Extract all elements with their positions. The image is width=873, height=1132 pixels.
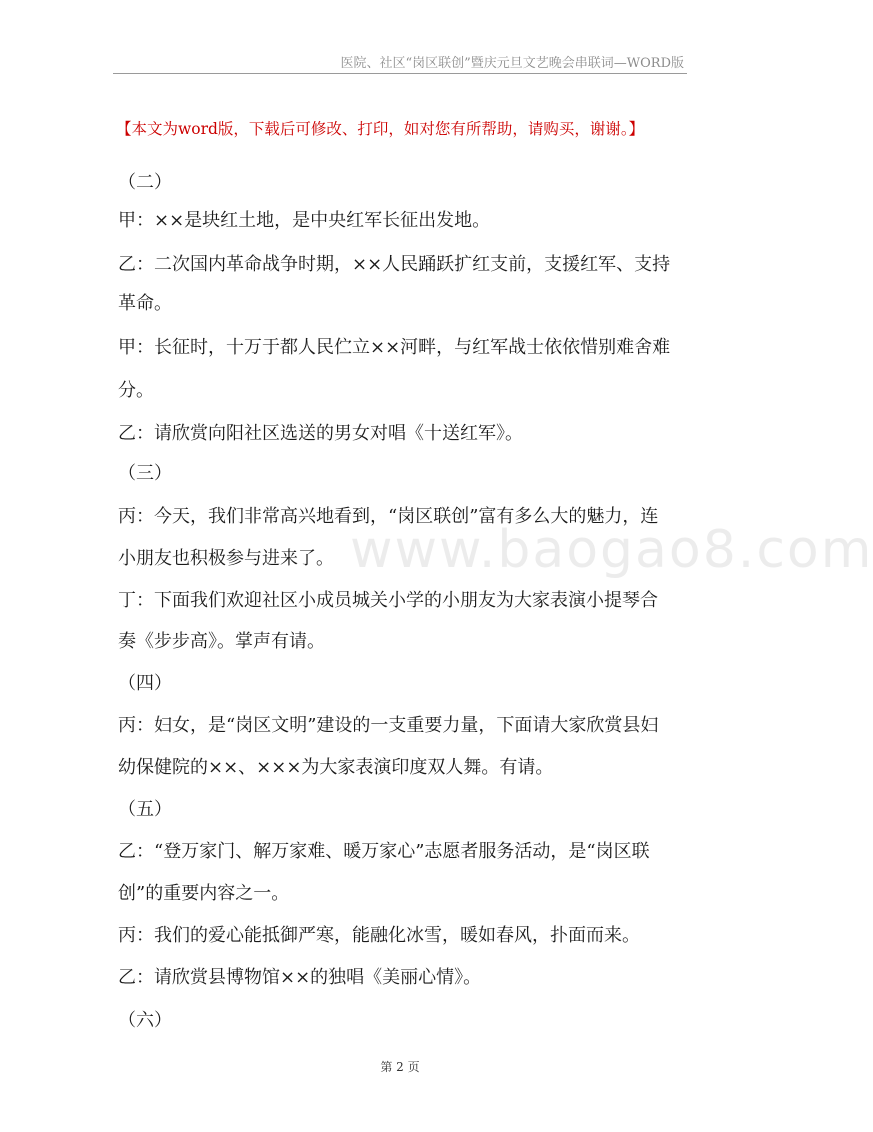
dialogue-line: 丙：妇女，是“岗区文明”建设的一支重要力量，下面请大家欣赏县妇	[118, 715, 659, 736]
section-heading-5: （五）	[118, 799, 172, 820]
dialogue-line: 丙：我们的爱心能抵御严寒，能融化冰雪，暖如春风，扑面而来。	[118, 925, 640, 946]
section-heading-3: （三）	[118, 463, 172, 484]
dialogue-line: 乙：请欣赏县博物馆××的独唱《美丽心情》。	[118, 967, 482, 988]
section-heading-6: （六）	[118, 1010, 172, 1031]
dialogue-line: 乙：“登万家门、解万家难、暖万家心”志愿者服务活动，是“岗区联	[118, 841, 650, 862]
dialogue-line-continued: 分。	[118, 380, 154, 401]
section-heading-2: （二）	[118, 172, 172, 193]
dialogue-line-continued: 革命。	[118, 293, 172, 314]
site-watermark: www.baogao8.com	[350, 520, 873, 580]
page-number: 第 2 页	[380, 1060, 420, 1074]
dialogue-line-continued: 奏《步步高》。掌声有请。	[118, 631, 325, 652]
dialogue-line: 丙：今天，我们非常高兴地看到，“岗区联创”富有多么大的魅力，连	[118, 506, 659, 527]
dialogue-line: 乙：二次国内革命战争时期，××人民踊跃扩红支前，支援红军、支持	[118, 254, 671, 275]
dialogue-line: 乙：请欣赏向阳社区选送的男女对唱《十送红军》。	[118, 423, 523, 444]
header-divider	[113, 73, 687, 74]
dialogue-line-continued: 创”的重要内容之一。	[118, 883, 290, 904]
dialogue-line: 甲：长征时，十万于都人民伫立××河畔，与红军战士依依惜别难舍难	[118, 337, 671, 358]
dialogue-line-continued: 幼保健院的××、×××为大家表演印度双人舞。有请。	[118, 757, 554, 778]
section-heading-4: （四）	[118, 673, 172, 694]
purchase-notice: 【本文为word版，下载后可修改、打印，如对您有所帮助，请购买，谢谢。】	[116, 120, 645, 138]
document-header-title: 医院、社区“岗区联创”暨庆元旦文艺晚会串联词—WORD版	[340, 56, 684, 71]
dialogue-line-continued: 小朋友也积极参与进来了。	[118, 548, 334, 569]
dialogue-line: 甲：××是块红土地，是中央红军长征出发地。	[118, 210, 491, 231]
dialogue-line: 丁：下面我们欢迎社区小成员城关小学的小朋友为大家表演小提琴合	[118, 590, 658, 611]
